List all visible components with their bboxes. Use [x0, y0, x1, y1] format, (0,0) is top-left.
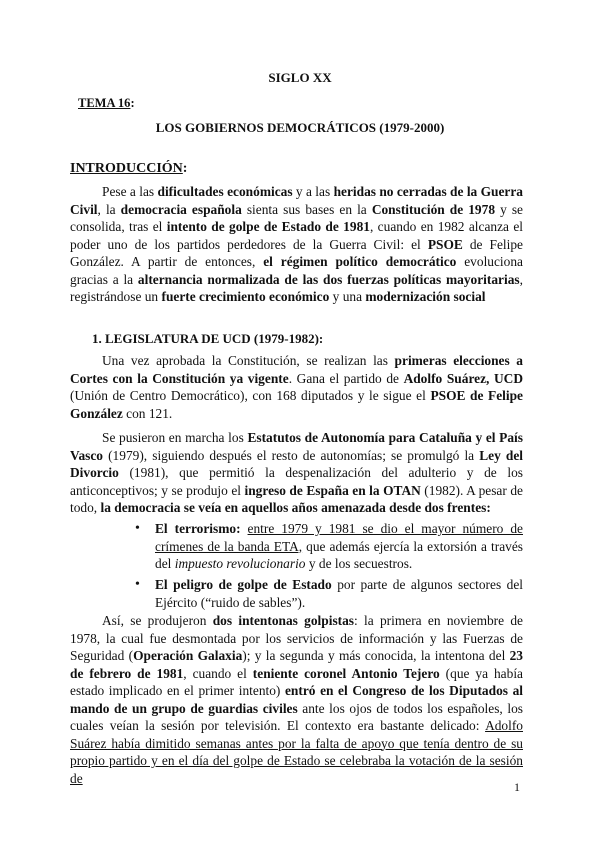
bullet-golpe: • El peligro de golpe de Estado por parte de algunos sectores del Ejército (“ruido de sables”).	[135, 577, 523, 610]
section-1-paragraph-3: Así, se produjeron dos intentonas golpistas: la primera en noviembre de 1978, la cual fue desmontada por los servicios de información y las Fuerzas de Seguridad (Operación Galaxia); y la segunda y más conocida, la intentona del 23 de febrero de 1981, cuando el teniente coronel Antonio Tejero (que ya había estado implicado en el primer intento) entró en el Congreso de los Diputados al mando de un grupo de guardias civiles ante los ojos de todos los españoles, los cuales veían la sesión por televisión. El contexto era bastante delicado: Adolfo Suárez había dimitido semanas antes por la falta de apoyo que tenía dentro de su propio partido y en el día del golpe de Estado se celebraba la votación de la sesión de	[70, 613, 524, 786]
section-1-heading: 1. LEGISLATURA DE UCD (1979-1982):	[92, 331, 324, 346]
bullet-icon: •	[135, 577, 140, 592]
bullet-terrorism: • El terrorismo: entre 1979 y 1981 se dio el mayor número de crímenes de la banda ETA, que además ejercía la extorsión a través del impuesto revolucionario y de los secuestros.	[135, 521, 523, 571]
document-heading-siglo: SIGLO XX	[268, 70, 332, 85]
document-title: LOS GOBIERNOS DEMOCRÁTICOS (1979-2000)	[155, 120, 445, 135]
intro-heading: INTRODUCCIÓN:	[70, 161, 188, 176]
bullet-icon: •	[135, 521, 140, 536]
page-number: 1	[514, 780, 520, 794]
tema-label: TEMA 16:	[78, 96, 135, 110]
section-1-paragraph-1: Una vez aprobada la Constitución, se realizan las primeras elecciones a Cortes con la Constitución ya vigente. Gana el partido de Adolfo Suárez, UCD (Unión de Centro Democrático), con 168 diputados y le sigue el PSOE de Felipe González con 121.	[70, 353, 524, 421]
section-1-paragraph-2: Se pusieron en marcha los Estatutos de Autonomía para Cataluña y el País Vasco (1979), siguiendo después el resto de autonomías; se promulgó la Ley del Divorcio (1981), que permitió la despenalización del adulterio y de los anticonceptivos; y se produjo el ingreso de España en la OTAN (1982). A pesar de todo, la democracia se veía en aquellos años amenazada desde dos frentes:	[70, 430, 523, 515]
intro-paragraph: Pese a las dificultades económicas y a las heridas no cerradas de la Guerra Civil, la democracia española sienta sus bases en la Constitución de 1978 y se consolida, tras el intento de golpe de Estado de 1981, cuando en 1982 alcanza el poder uno de los partidos perdedores de la Guerra Civil: el PSOE de Felipe González. A partir de entonces, el régimen político democrático evoluciona gracias a la alternancia normalizada de las dos fuerzas políticas mayoritarias, registrándose un fuerte crecimiento económico y una modernización social	[70, 184, 524, 304]
